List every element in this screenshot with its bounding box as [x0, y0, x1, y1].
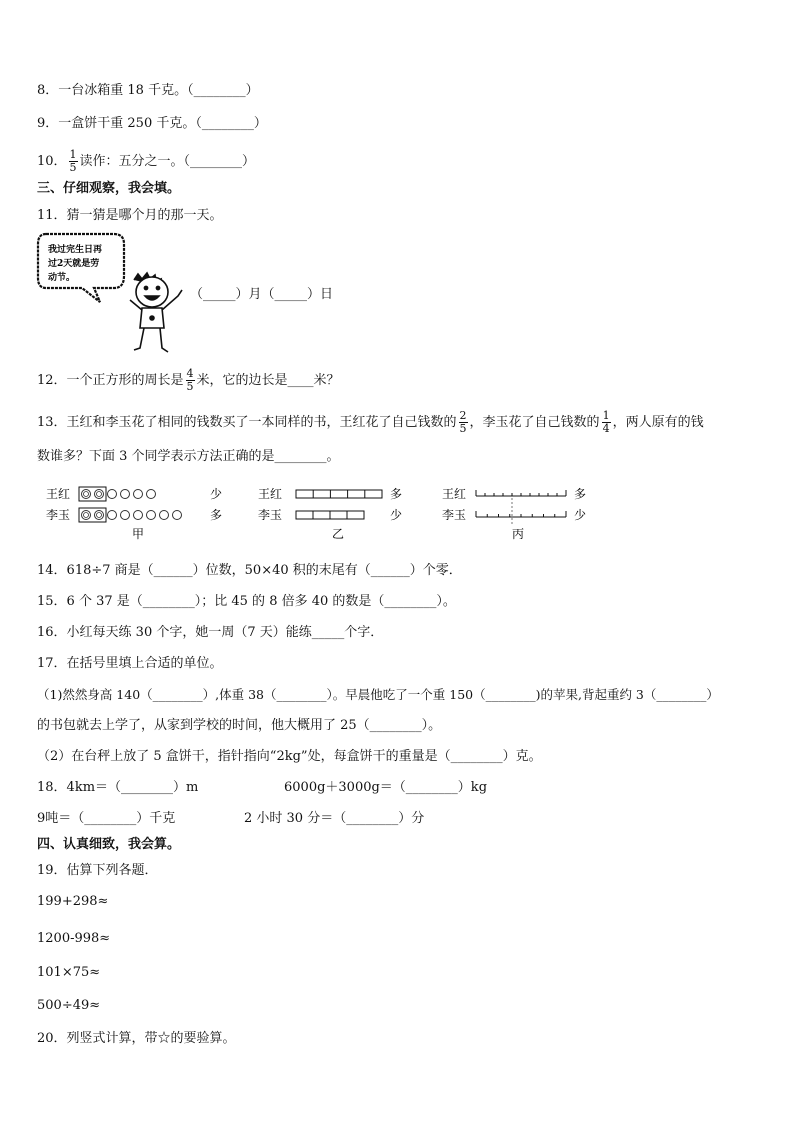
question-20: 20．列竖式计算，带☆的要验算。	[37, 1031, 236, 1046]
question-19-title: 19．估算下列各题．	[37, 863, 158, 878]
question-12	[37, 368, 340, 393]
question-16: 16．小红每天练 30 个字，她一周（7 天）能练_____个字．	[37, 625, 384, 640]
jia-li-shaded-box	[79, 508, 106, 522]
bubble-line-1: 我过完生日再	[48, 245, 103, 255]
jia-li-name: 李玉	[46, 508, 71, 522]
question-11-answer: （_____）月（_____）日	[190, 287, 334, 302]
jia-wang-circle	[134, 490, 143, 499]
bing-li-more-less: 少	[574, 508, 587, 522]
jia-li-more-less: 多	[210, 508, 223, 522]
jia-wang-more-less: 少	[210, 487, 223, 501]
question-9: 9．一盒饼干重 250 千克。（________）	[37, 116, 267, 131]
q13-part-3: ，两人原有的钱	[612, 415, 704, 430]
jia-li-circle	[82, 511, 91, 520]
bing-label: 丙	[512, 527, 525, 541]
jia-li-circle	[121, 511, 130, 520]
yi-label: 乙	[332, 527, 345, 541]
estimate-item: 199+298≈	[37, 894, 109, 909]
boy-icon	[130, 273, 182, 352]
question-18-b: 6000g＋3000g＝（________）kg	[284, 780, 488, 795]
bubble-line-3: 动节。	[48, 273, 76, 283]
bing-li-name: 李玉	[442, 508, 467, 522]
fraction: $\frac{2}{5}$	[459, 409, 467, 435]
jia-label: 甲	[132, 527, 145, 541]
diagram-yi	[258, 487, 402, 541]
estimate-item: 101×75≈	[37, 965, 101, 980]
jia-li-inner-circle	[84, 513, 89, 518]
question-14: 14．618÷7 商是（______）位数，50×40 积的末尾有（______）个零．	[37, 563, 462, 578]
jia-li-circle	[147, 511, 156, 520]
jia-wang-circle	[95, 490, 104, 499]
section-4-heading: 四、认真细致，我会算。	[37, 837, 181, 852]
jia-wang-inner-circle	[84, 492, 89, 497]
fraction: $\frac{4}{5}$	[186, 367, 194, 393]
question-17-part-1-line-1: （1)然然身高 140（________）,体重 38（________）。早晨他吃了一个重 150（________)的苹果,背起重约 3（________）	[37, 687, 719, 702]
question-18-c: 9吨＝（________）千克	[37, 811, 176, 826]
fraction: $\frac{1}{4}$	[602, 409, 610, 435]
question-17-part-1-line-2: 的书包就去上学了，从家到学校的时间，他大概用了 25（________）。	[37, 718, 442, 733]
question-18-a: 18．4km＝（________）m	[37, 780, 199, 795]
question-13-line-2: 数谁多？下面 3 个同学表示方法正确的是________。	[37, 449, 340, 464]
question-12-prefix: 12．一个正方形的周长是	[37, 373, 184, 388]
diagram-bing	[442, 487, 586, 541]
jia-li-circle	[108, 511, 117, 520]
q13-part-2: ，李玉花了自己钱数的	[469, 415, 600, 430]
jia-li-circle	[173, 511, 182, 520]
bing-wang-more-less: 多	[574, 487, 587, 501]
diagram-jia	[46, 486, 222, 541]
bubble-line-2: 过2天就是劳	[48, 259, 100, 269]
question-17-title: 17．在括号里填上合适的单位。	[37, 656, 223, 671]
jia-wang-circle	[121, 490, 130, 499]
boy-speech-illustration	[34, 230, 194, 360]
question-13-line-1	[37, 410, 704, 435]
jia-wang-name: 王红	[46, 487, 71, 501]
jia-wang-circle	[108, 490, 117, 499]
yi-li-more-less: 少	[390, 508, 403, 522]
estimate-item: 500÷49≈	[37, 998, 101, 1013]
question-11: 11．猜一猜是哪个月的那一天。	[37, 208, 223, 223]
question-10-prefix: 10．	[37, 154, 67, 169]
question-17-part-2: （2）在台秤上放了 5 盒饼干，指针指向“2kg”处，每盒饼干的重量是（________）克。	[37, 749, 542, 764]
q13-diagram	[40, 480, 600, 544]
yi-li-name: 李玉	[258, 508, 283, 522]
jia-li-circle	[160, 511, 169, 520]
question-15: 15．6 个 37 是（________）；比 45 的 8 倍多 40 的数是（________）。	[37, 594, 456, 609]
question-12-text: 米，它的边长是____米？	[196, 373, 340, 388]
jia-wang-shaded-box	[79, 487, 106, 501]
bing-wang-name: 王红	[442, 487, 467, 501]
estimate-item: 1200-998≈	[37, 931, 111, 946]
jia-wang-circle	[82, 490, 91, 499]
jia-li-circle	[134, 511, 143, 520]
section-3-heading: 三、仔细观察，我会填。	[37, 181, 181, 196]
yi-wang-name: 王红	[258, 487, 283, 501]
question-18-d: 2 小时 30 分＝（________）分	[244, 811, 425, 826]
q13-part-1: 13．王红和李玉花了相同的钱数买了一本同样的书，王红花了自己钱数的	[37, 415, 457, 430]
question-10	[37, 149, 255, 174]
yi-wang-more-less: 多	[390, 487, 403, 501]
fraction: $\frac{1}{5}$	[69, 148, 77, 174]
jia-wang-circle	[147, 490, 156, 499]
jia-li-inner-circle	[97, 513, 102, 518]
yi-wang-bar	[296, 490, 382, 498]
question-10-text: 读作：五分之一。（________）	[79, 154, 256, 169]
jia-li-circle	[95, 511, 104, 520]
question-8: 8．一台冰箱重 18 千克。（________）	[37, 83, 259, 98]
jia-wang-inner-circle	[97, 492, 102, 497]
